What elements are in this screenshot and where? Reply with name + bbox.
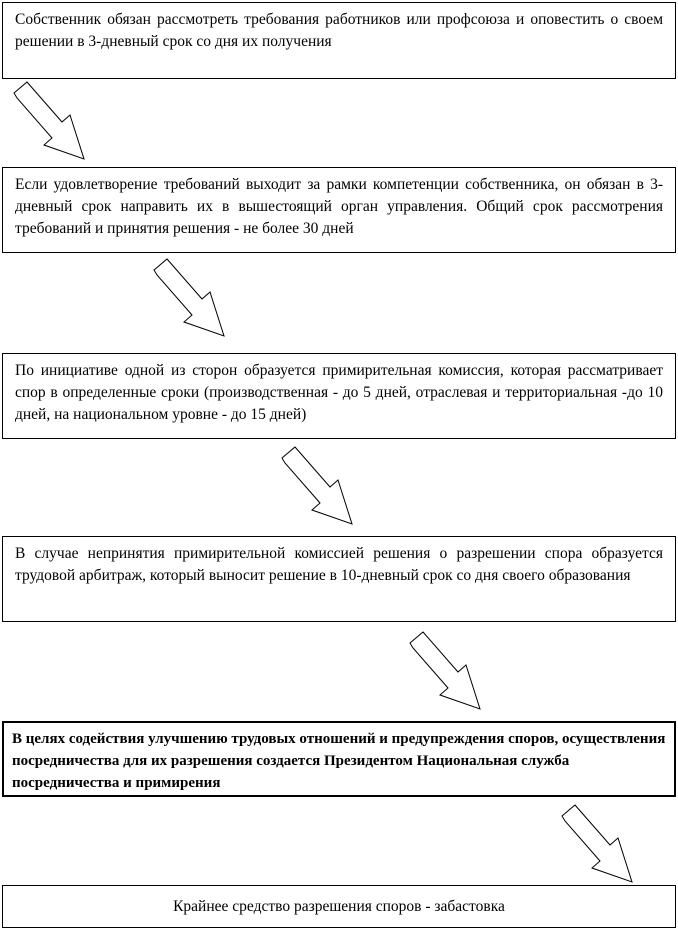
step-text-3: По инициативе одной из сторон образуется примирительная комиссия, которая рассматривает спор в определенные сроки (производственная - до 5 дней, отраслевая и территориальная -до 10 дней, на национальном уровне - до 15 дней) xyxy=(15,362,663,423)
step-text-4: В случае непринятия примирительной комиссией решения о разрешении спора образуется трудовой арбитраж, который выносит решение в 10-дневный срок со дня своего образования xyxy=(15,545,663,584)
arrow-down-right-icon xyxy=(562,805,632,882)
step-box-6 xyxy=(2,885,676,928)
step-text-5: В целях содействия улучшению трудовых отношений и предупреждения споров, осуществления посредничества для их разрешения создается Президентом Национальная служба посредничества и примирения xyxy=(12,731,666,791)
step-text-1: Собственник обязан рассмотреть требования работников или профсоюза и оповестить о своем решении в 3-дневный срок со дня их получения xyxy=(15,11,663,50)
step-text-2: Если удовлетворение требований выходит за рамки компетенции собственника, он обязан в 3-дневный срок направить их в вышестоящий орган управления. Общий срок рассмотрения требований и принятия решения - не более 30 дней xyxy=(15,176,663,237)
step-text-6: Крайнее средство разрешения споров - забастовка xyxy=(173,898,505,915)
